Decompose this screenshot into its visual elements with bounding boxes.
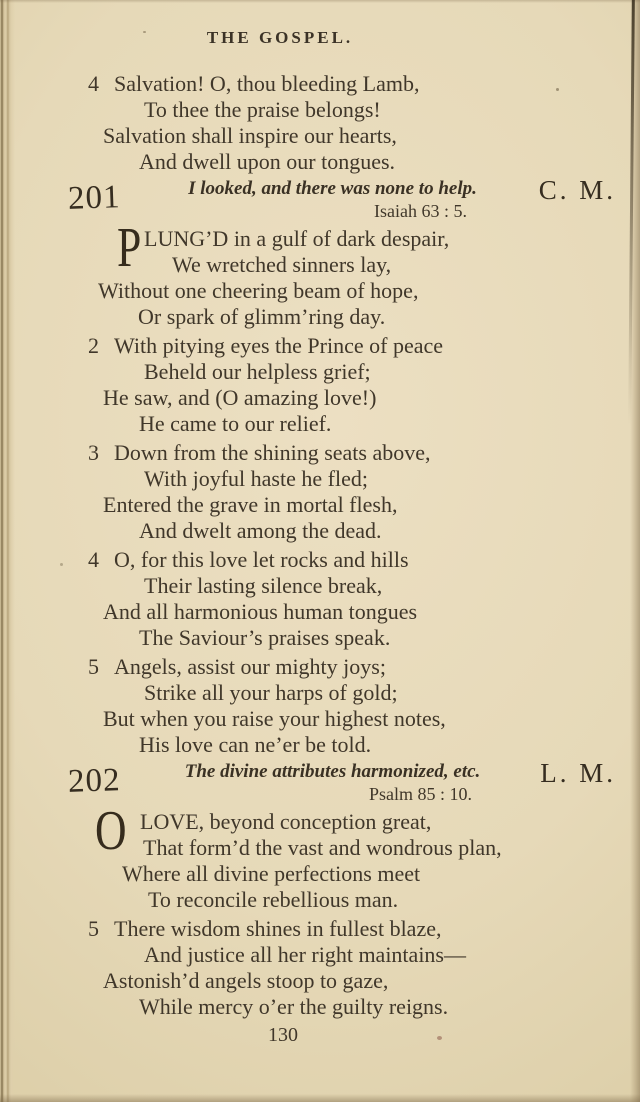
stanza-number: 5 [88, 916, 99, 941]
page-number: 130 [268, 1024, 298, 1046]
stanza [0, 440, 640, 544]
hymn-line: And dwelt among the dead. [139, 518, 382, 543]
hymn-line: Their lasting silence break, [144, 573, 383, 598]
hymn-line: We wretched sinners lay, [172, 252, 392, 277]
hymn-line: And dwell upon our tongues. [139, 149, 396, 174]
hymn-line: With joyful haste he fled; [144, 466, 368, 491]
hymn-line: While mercy o’er the guilty reigns. [139, 994, 449, 1019]
drop-cap: O [95, 800, 127, 862]
hymn-line: And justice all her right maintains— [144, 942, 466, 967]
hymn-sections [0, 71, 640, 1020]
hymn-line: 5 Angels, assist our mighty joys; [88, 654, 386, 679]
hymn-line: But when you raise your highest notes, [103, 706, 446, 731]
stanza [0, 916, 640, 1020]
page-top-shadow [0, 0, 640, 3]
stanza [0, 654, 640, 758]
hymn-line: 4 O, for this love let rocks and hills [88, 547, 409, 572]
stanza-number: 2 [88, 333, 99, 358]
hymn-meter: C. M. [538, 175, 616, 205]
hymn-line: Beheld our helpless grief; [144, 359, 371, 384]
hymn-title: I looked, and there was none to help. [188, 178, 477, 199]
hymn-line: His love can ne’er be told. [139, 732, 372, 757]
hymn-header [0, 175, 640, 222]
hymn-line: Strike all your harps of gold; [144, 680, 398, 705]
stanza-number: 3 [88, 440, 99, 465]
hymn-line: Salvation shall inspire our hearts, [103, 123, 397, 148]
hymn-line: The Saviour’s praises speak. [139, 625, 391, 650]
hymn-line: He saw, and (O amazing love!) [103, 385, 377, 410]
hymn-number: 202 [67, 762, 122, 800]
hymn-line: 4 Salvation! O, thou bleeding Lamb, [88, 71, 420, 96]
hymn-line: Entered the grave in mortal flesh, [103, 492, 398, 517]
stanza-number: 5 [88, 654, 99, 679]
drop-cap: P [117, 217, 142, 279]
running-header: THE GOSPEL. [206, 28, 354, 47]
hymn-line: LOVE, beyond conception great, [140, 809, 432, 834]
stanza [0, 800, 640, 913]
stanza-number: 4 [88, 547, 99, 572]
hymn-line: To thee the praise belongs! [144, 97, 381, 122]
hymn-line: And all harmonious human tongues [103, 599, 418, 624]
hymn-line: That form’d the vast and wondrous plan, [143, 835, 502, 860]
book-binding-edge [0, 0, 15, 1102]
hymn-number: 201 [67, 179, 122, 217]
hymn-line: 5 There wisdom shines in fullest blaze, [88, 916, 442, 941]
page-bottom-shadow [0, 1094, 640, 1102]
hymn-meter: L. M. [540, 758, 616, 788]
stanza-number: 4 [88, 71, 99, 96]
hymn-line: He came to our relief. [139, 411, 332, 436]
hymn-line: Or spark of glimm’ring day. [138, 304, 386, 329]
hymn-line: Astonish’d angels stoop to gaze, [103, 968, 389, 993]
hymn-scripture-reference: Psalm 85 : 10. [368, 784, 472, 804]
hymn-title: The divine attributes harmonized, etc. [184, 761, 481, 782]
hymn-line: Where all divine perfections meet [122, 861, 421, 886]
hymn-line: To reconcile rebellious man. [148, 887, 399, 912]
hymn-header [0, 758, 640, 805]
hymn-scripture-reference: Isaiah 63 : 5. [374, 201, 467, 221]
hymn-line: 3 Down from the shining seats above, [88, 440, 431, 465]
hymn-line: 2 With pitying eyes the Prince of peace [88, 333, 444, 358]
hymn-line: LUNG’D in a gulf of dark despair, [144, 226, 450, 251]
stanza [0, 547, 640, 651]
stanza [0, 71, 640, 175]
stanza [0, 217, 640, 330]
stanza [0, 333, 640, 437]
hymn-line: Without one cheering beam of hope, [98, 278, 419, 303]
